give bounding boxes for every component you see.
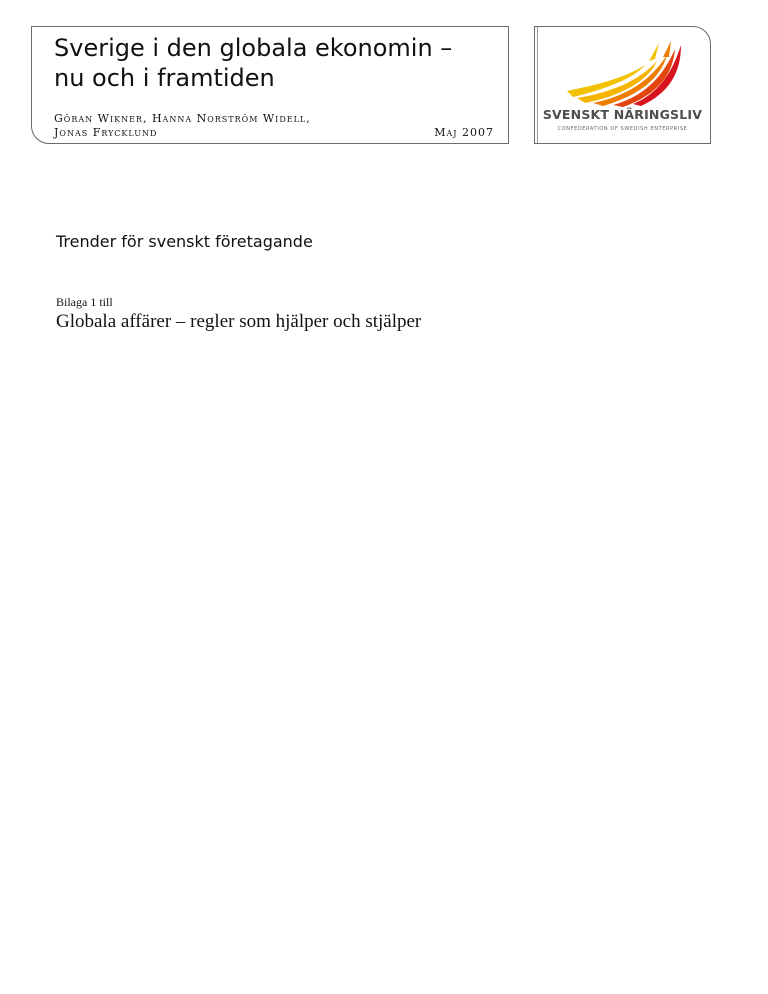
appendix-title: Globala affärer – regler som hjälper och stjälper xyxy=(56,311,422,332)
appendix-label: Bilaga 1 till xyxy=(56,295,113,309)
section-heading: Trender för svenskt företagande xyxy=(56,232,313,251)
logo-tagline: CONFEDERATION OF SWEDISH ENTERPRISE xyxy=(557,126,688,132)
publication-date: Maj 2007 xyxy=(434,126,494,139)
logo-name: SVENSKT NÄRINGSLIV xyxy=(542,107,703,122)
wing-logo-icon xyxy=(563,39,683,107)
document-title: Sverige i den globala ekonomin – nu och i framtiden xyxy=(54,34,453,92)
authors: Göran Wikner, Hanna Norström Widell, Jonas Frycklund xyxy=(54,112,311,139)
document-header xyxy=(31,26,509,144)
logo-panel xyxy=(534,26,711,144)
